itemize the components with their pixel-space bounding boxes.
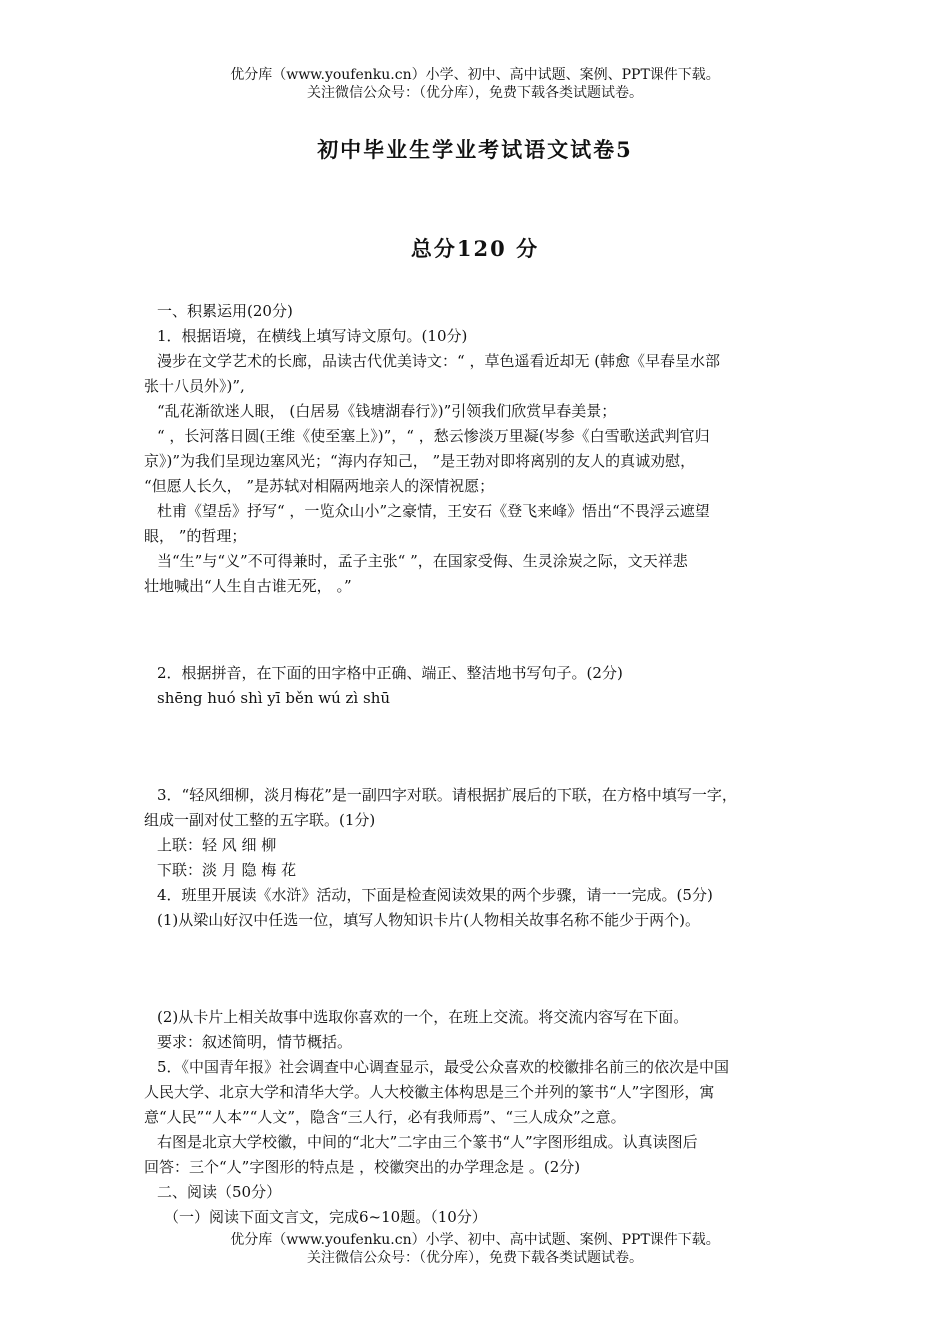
header-line-2: 关注微信公众号：（优分库），免费下载各类试题试卷。	[307, 85, 643, 101]
q1-line: “但愿人长久， ”是苏轼对相隔两地亲人的深情祝愿；	[144, 477, 495, 495]
q4-requirement: 要求：叙述简明，情节概括。	[157, 1033, 353, 1051]
q3-lower-couplet: 下联：淡 月 隐 梅 花	[157, 861, 297, 879]
footer-line-2: 关注微信公众号：（优分库），免费下载各类试题试卷。	[307, 1250, 643, 1266]
q4-stem: 4．班里开展读《水浒》活动，下面是检查阅读效果的两个步骤，请一一完成。(5分)	[157, 886, 713, 904]
q1-line: 漫步在文学艺术的长廊，品读古代优美诗文：“ ，草色遥看近却无 (韩愈《早春呈水部	[157, 352, 721, 370]
q5-line: 意“人民”“人本”“人文”，隐含“三人行，必有我师焉”、“三人成众”之意。	[144, 1108, 626, 1126]
q3-line: 组成一副对仗工整的五字联。(1分)	[144, 811, 376, 829]
q1-line: “ ，长河落日圆(王维《使至塞上》)”，“ ，愁云惨淡万里凝(岑参《白雪歌送武判官归	[157, 427, 710, 445]
q4-part-1: (1)从梁山好汉中任选一位，填写人物知识卡片(人物相关故事名称不能少于两个)。	[157, 911, 700, 929]
q1-line: 眼， ”的哲理；	[144, 527, 247, 545]
answer-space	[144, 933, 810, 1005]
section-2-heading: 二、阅读（50分）	[157, 1183, 282, 1201]
q3-line: 3．“轻风细柳，淡月梅花”是一副四字对联。请根据扩展后的下联，在方格中填写一字，	[157, 786, 737, 804]
section-2-sub: （一）阅读下面文言文，完成6~10题。（10分）	[164, 1208, 487, 1226]
q1-line: 杜甫《望岳》抒写“ ，一览众山小”之豪情，王安石《登飞来峰》悟出“不畏浮云遮望	[157, 502, 710, 520]
q1-line: 当“生”与“义”不可得兼时，孟子主张“ ”，在国家受侮、生灵涂炭之际，文天祥悲	[157, 552, 688, 570]
q2-stem: 2．根据拼音，在下面的田字格中正确、端正、整洁地书写句子。(2分)	[157, 664, 623, 682]
q1-line: “乱花渐欲迷人眼， (白居易《钱塘湖春行》)”引领我们欣赏早春美景；	[157, 402, 617, 420]
q5-line: 人民大学、北京大学和清华大学。人大校徽主体构思是三个并列的篆书“人”字图形，寓	[144, 1083, 715, 1101]
exam-title: 初中毕业生学业考试语文试卷5	[317, 137, 633, 162]
q3-upper-couplet: 上联：轻 风 细 柳	[157, 836, 277, 854]
q5-line: 5．《中国青年报》社会调查中心调查显示，最受公众喜欢的校徽排名前三的依次是中国	[157, 1058, 730, 1076]
q1-stem: 1．根据语境，在横线上填写诗文原句。(10分)	[157, 327, 468, 345]
answer-space	[144, 599, 810, 661]
exam-body	[144, 299, 810, 1230]
section-1-heading: 一、积累运用(20分)	[157, 302, 293, 320]
header-line-1: 优分库（www.youfenku.cn）小学、初中、高中试题、案例、PPT课件下载。	[230, 67, 720, 83]
q1-line: 壮地喊出“人生自古谁无死， 。”	[144, 577, 352, 595]
q4-part-2: (2)从卡片上相关故事中选取你喜欢的一个，在班上交流。将交流内容写在下面。	[157, 1008, 689, 1026]
answer-space	[144, 711, 810, 783]
q2-pinyin: shēng huó shì yī běn wú zì shū	[157, 689, 391, 707]
q5-line: 右图是北京大学校徽，中间的“北大”二字由三个篆书“人”字图形组成。认真读图后	[157, 1133, 698, 1151]
q5-line: 回答：三个“人”字图形的特点是 ，校徽突出的办学理念是 。(2分)	[144, 1158, 581, 1176]
q1-line: 京》)”为我们呈现边塞风光；“海内存知己， ”是王勃对即将离别的友人的真诚劝慰，	[144, 452, 696, 470]
total-score: 总分120 分	[410, 236, 540, 261]
footer-line-1: 优分库（www.youfenku.cn）小学、初中、高中试题、案例、PPT课件下载。	[230, 1232, 720, 1248]
q1-line: 张十八员外》)”,	[144, 377, 245, 395]
